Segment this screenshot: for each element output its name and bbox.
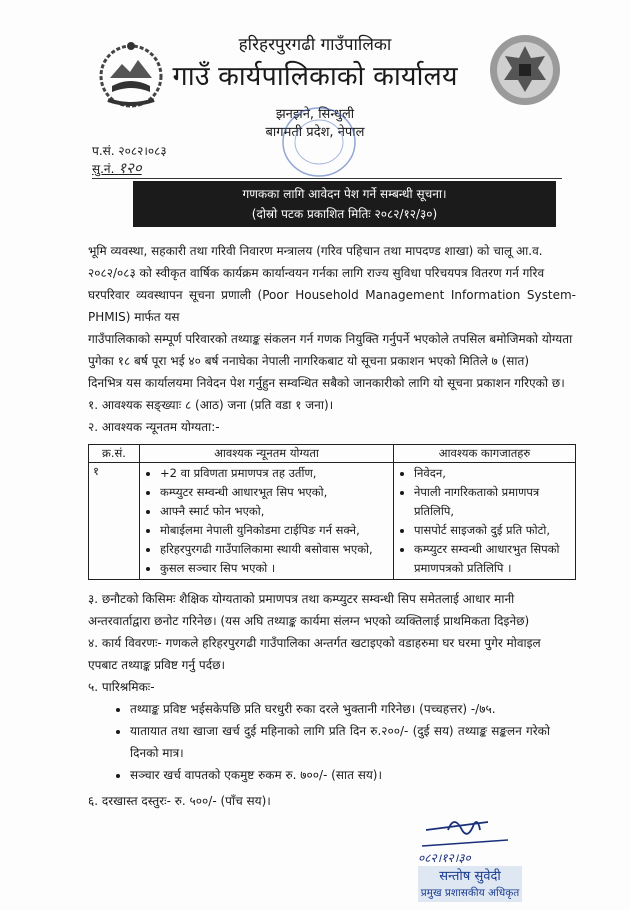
- required-count: १. आवश्यक सङ्ख्याः ८ (आठ) जना (प्रति वडा १ जना)।: [88, 398, 334, 412]
- signature-date: ०८२।१२।३०: [418, 851, 471, 865]
- column-header-qualification: आवश्यक न्यूनतम योग्यता: [140, 445, 394, 463]
- remuneration-item: • तथ्याङ्क प्रविष्ट भईसकेपछि प्रति घरधुरी रुका दरले भुक्तानी गरिनेछ। (पच्चहत्तर) -/७५.: [130, 698, 550, 720]
- remuneration-heading: ५. पारिश्रमिकः-: [88, 680, 155, 694]
- address-line-2: बागमती प्रदेश, नेपाल: [265, 125, 365, 140]
- reference-number: [92, 143, 167, 159]
- document-item: • पासपोर्ट साइजको दुई प्रति फोटो,: [414, 521, 571, 540]
- qualification-table: [88, 444, 576, 580]
- address-line-1: झनझने, सिन्धुली: [275, 107, 355, 122]
- notice-banner: [133, 181, 556, 227]
- document-item: • निवेदन,: [414, 464, 571, 483]
- notice-content: [88, 240, 576, 902]
- qualification-item: • कुसल सञ्चार सिप भएको ।: [160, 559, 389, 578]
- qualification-item: • कम्प्युटर सम्वन्धी आधारभूत सिप भएको,: [160, 483, 389, 502]
- office-stamp: [280, 100, 358, 180]
- work-description-cont: एपबाट तथ्याङ्क प्रविष्ट गर्नु पर्दछ।: [88, 658, 226, 672]
- paragraph-line: दिनभित्र यस कार्यालयमा निवेदन पेश गर्नुहुन सम्वन्धित सबैको जानकारीको लागि यो सूचना प्रकाशन गरिएको छ।: [88, 376, 565, 390]
- qualification-item: • हरिहरपुरगढी गाउँपालिकामा स्थायी बसोवास भएको,: [160, 540, 389, 559]
- notice-subtitle: (दोस्रो पटक प्रकाशित मितिः २०८२/१२/३०): [251, 207, 438, 221]
- reference-value: २०८२।०८३: [118, 144, 167, 158]
- documents-cell: [394, 463, 576, 580]
- selection-method: ३. छनौटको किसिमः शैक्षिक योग्यताको प्रमाणपत्र तथा कम्प्युटर सम्वन्धी सिप समेतलाई आधार मानी: [88, 592, 515, 606]
- document-item: • कम्प्युटर सम्वन्धी आधारभुत सिपको प्रमाणपत्रको प्रतिलिपि ।: [414, 540, 571, 578]
- selection-method-cont: अन्तरवार्ताद्वारा छनोट गरिनेछ। (यस अघि तथ्याङ्क कार्यमा संलग्न भएको व्यक्तिलाई प्राथमिकता दिइनेछ): [88, 614, 530, 628]
- dispatch-number: [92, 160, 142, 177]
- notice-sections: [88, 588, 576, 812]
- min-qualification-heading: २. आवश्यक न्यूनतम योग्यता:-: [88, 420, 220, 434]
- signatory-designation: प्रमुख प्रशासकीय अधिकृत: [420, 887, 520, 899]
- row-sn: १: [89, 463, 140, 580]
- document-item: • नेपाली नागरिकताको प्रमाणपत्र प्रतिलिपि,: [414, 483, 571, 521]
- header-divider: [92, 178, 562, 179]
- work-description: ४. कार्य विवरणः- गणकले हरिहरपुरगढी गाउँपालिका अन्तर्गत खटाइएको वडाहरुमा घर घरमा पुगेर मोवाइल: [88, 636, 541, 650]
- reference-label: प.सं.: [92, 144, 115, 158]
- column-header-documents: आवश्यक कागजातहरु: [394, 445, 576, 463]
- notice-title: गणकका लागि आवेदन पेश गर्ने सम्बन्धी सूचना।: [242, 187, 447, 201]
- dispatch-value: १२०: [118, 159, 142, 177]
- office-title: गाउँ कार्यपालिकाको कार्यालय: [172, 61, 458, 92]
- qualification-cell: [140, 463, 394, 580]
- remuneration-item: • सञ्चार खर्च वापतको एकमुष्ट रुकम रु. ७००/- (सात सय)।: [130, 764, 550, 786]
- qualification-item: • मोबाईलमा नेपाली युनिकोडमा टाईपिङ गर्न सक्ने,: [160, 521, 389, 540]
- signatory-name: सन्तोष सुवेदी: [439, 869, 501, 884]
- paragraph-line: घरपरिवार व्यवस्थापन सूचना प्रणाली (Poor Household Management Information System-PHMIS) मार्फत यस: [88, 288, 576, 324]
- municipality-name: हरिहरपुरगढी गाउँपालिका: [238, 35, 392, 55]
- paragraph-line: पुगेका १८ बर्ष पूरा भई ४० बर्ष ननाघेका नेपाली नागरिकबाट यो सूचना प्रकाशन भएको मितिले ७ (सात): [88, 354, 530, 368]
- remuneration-item: • यातायात तथा खाजा खर्च दुई महिनाको लागि प्रति दिन रु.२००/- (दुई सय) तथ्याङ्क सङ्कलन गरेको दिनको मात्र।: [130, 720, 550, 764]
- table-row: [89, 463, 576, 580]
- paragraph-line: गाउँपालिकाको सम्पूर्ण परिवारको तथ्याङ्क संकलन गर्न गणक नियुक्ति गर्नुपर्ने भएकोले तपसिल बमोजिमको योग्यता: [88, 332, 573, 346]
- signature: [418, 816, 513, 850]
- signatory-box: [418, 866, 522, 902]
- table-header-row: [89, 445, 576, 463]
- column-header-sn: क्र.सं.: [89, 445, 140, 463]
- dispatch-label: सु.नं.: [92, 162, 115, 176]
- notice-body: [88, 240, 576, 438]
- qualification-item: • आफ्नै स्मार्ट फोन भएको,: [160, 502, 389, 521]
- signature-block: [418, 816, 522, 902]
- application-fee: ६. दरखास्त दस्तुरः- रु. ५००/- (पाँच सय)।: [88, 794, 271, 808]
- paragraph-line: २०८२/०८३ को स्वीकृत वार्षिक कार्यक्रम कार्यान्वयन गर्नका लागि राज्य सुविधा परिचयपत्र वितरण गर्न गरिव: [88, 266, 545, 280]
- paragraph-line: भूमि व्यवस्था, सहकारी तथा गरिवी निवारण मन्त्रालय (गरिव पहिचान तथा मापदण्ड शाखा) को चालू आ.व.: [88, 244, 543, 258]
- qualification-item: • +2 वा प्रविणता प्रमाणपत्र तह उर्तीण,: [160, 464, 389, 483]
